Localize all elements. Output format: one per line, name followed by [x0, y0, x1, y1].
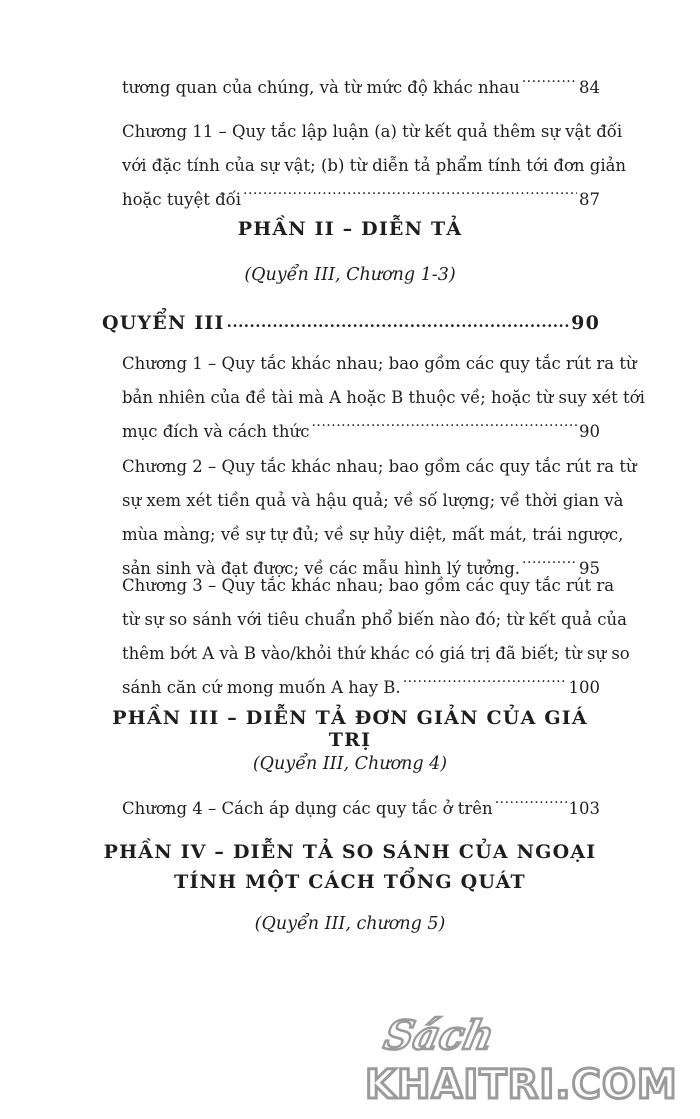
page-number: 90 [579, 422, 600, 441]
entry-line: Chương 11 – Quy tắc lập luận (a) từ kết quả thêm sự vật đối [122, 122, 623, 141]
entry-text: sánh căn cứ mong muốn A hay B. [122, 678, 401, 697]
part-4-heading-line-1: PHẦN IV – DIỄN TẢ SO SÁNH CỦA NGOẠI [103, 841, 597, 863]
entry-line: Chương 2 – Quy tắc khác nhau; bao gồm các quy tắc rút ra từ [122, 457, 637, 476]
entry-line: thêm bớt A và B vào/khỏi thứ khác có giá trị đã biết; từ sự so [122, 644, 630, 663]
entry-line: mùa màng; về sự tự đủ; về sự hủy diệt, mất mát, trái ngược, [122, 525, 624, 544]
part-3-heading: PHẦN III – DIỄN TẢ ĐƠN GIẢN CỦA GIÁ TRỊ [112, 707, 588, 751]
dot-leader [311, 421, 577, 438]
toc-entry-ch4 [122, 792, 600, 826]
page-number: 95 [579, 559, 600, 578]
entry-text: hoặc tuyệt đối [122, 190, 242, 209]
dot-leader [522, 77, 577, 94]
page-number: 103 [568, 799, 600, 818]
entry-line: bản nhiên của đề tài mà A hoặc B thuộc về; hoặc từ suy xét tới [122, 388, 645, 407]
watermark-script: Sách [380, 1012, 499, 1059]
book-title: QUYỂN III [102, 312, 225, 334]
entry-text: sản sinh và đạt được; về các mẫu hình lý tưởng. [122, 559, 521, 578]
toc-entry-ch2 [122, 450, 637, 586]
watermark-brand: KHAITRI.COM [365, 1062, 678, 1108]
part-3-scope: (Quyển III, Chương 4) [252, 754, 448, 774]
toc-entry-ch3 [122, 569, 630, 705]
toc-entry-ch10-tail [122, 71, 600, 105]
dot-leader [243, 189, 577, 206]
page-number: 90 [571, 312, 600, 334]
entry-line: với đặc tính của sự vật; (b) từ diễn tả phẩm tính tới đơn giản [122, 156, 627, 175]
part-4-scope: (Quyển III, chương 5) [254, 914, 446, 934]
entry-line: từ sự so sánh với tiêu chuẩn phổ biến nào đó; từ kết quả của [122, 610, 627, 629]
dot-leader [495, 798, 567, 815]
part-4-heading-line-2: TÍNH MỘT CÁCH TỔNG QUÁT [174, 871, 526, 893]
publisher-watermark-logo [365, 1012, 685, 1112]
entry-text: mục đích và cách thức [122, 422, 310, 441]
entry-line: sự xem xét tiền quả và hậu quả; về số lượng; về thời gian và [122, 491, 624, 510]
entry-line: Chương 1 – Quy tắc khác nhau; bao gồm các quy tắc rút ra từ [122, 354, 637, 373]
part-2-scope: (Quyển III, Chương 1-3) [244, 265, 456, 285]
part-2-heading: PHẦN II – DIỄN TẢ [237, 218, 463, 240]
page-number: 87 [579, 190, 600, 209]
toc-book-3 [102, 310, 600, 334]
page-number: 84 [579, 78, 600, 97]
entry-text: tương quan của chúng, và từ mức độ khác nhau [122, 78, 520, 97]
toc-entry-ch11 [122, 115, 627, 217]
dot-leader [403, 677, 567, 694]
entry-line: Chương 3 – Quy tắc khác nhau; bao gồm các quy tắc rút ra [122, 576, 615, 595]
toc-entry-ch1 [122, 347, 645, 449]
dot-leader [227, 310, 570, 329]
entry-text: Chương 4 – Cách áp dụng các quy tắc ở trên [122, 799, 493, 818]
page-number: 100 [568, 678, 600, 697]
